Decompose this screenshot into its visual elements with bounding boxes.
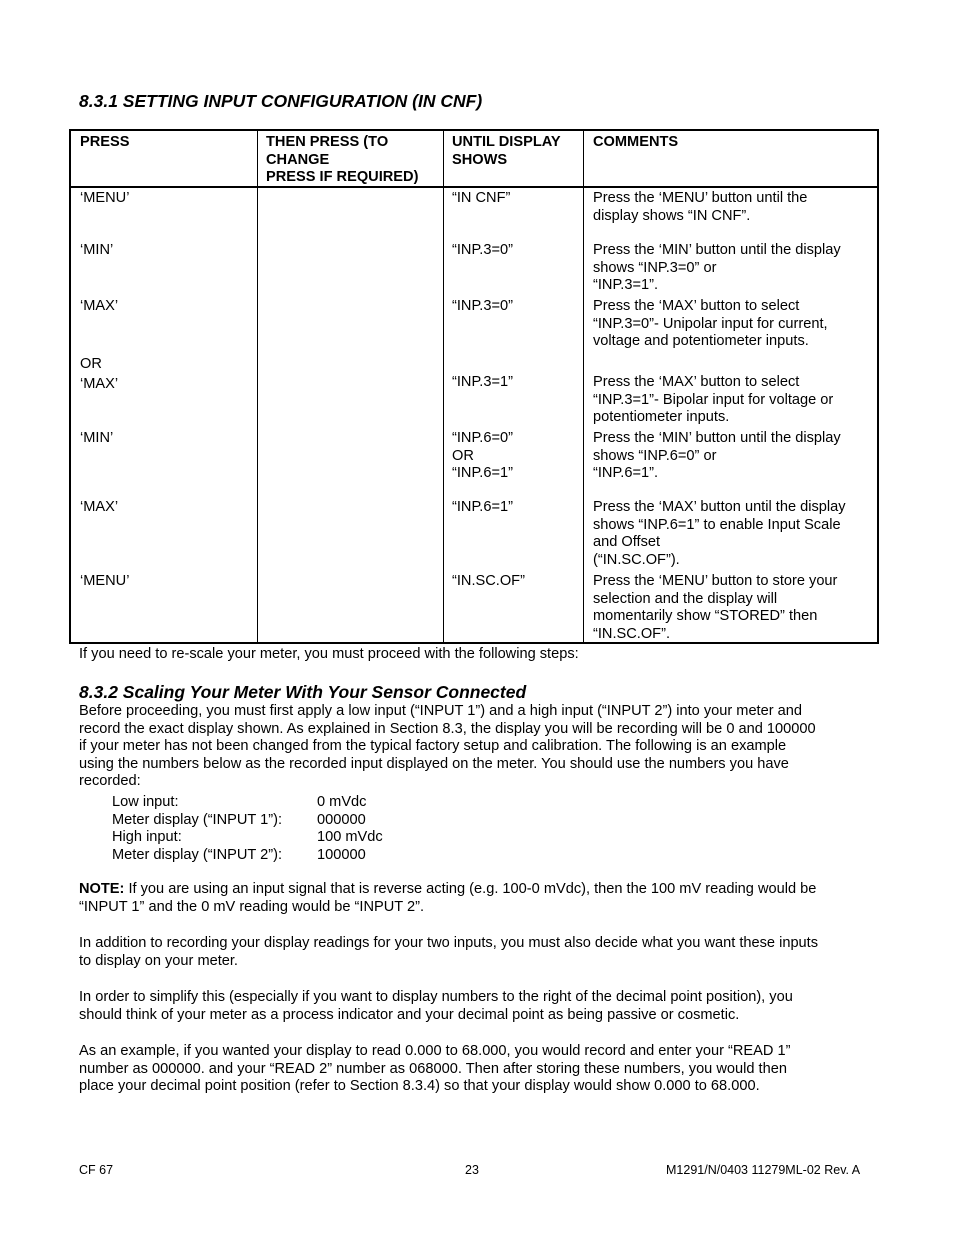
example-label: Low input: <box>112 794 179 810</box>
scaling-intro-paragraph: Before proceeding, you must first apply a low input (“INPUT 1”) and a high input (“INPUT 2”) into your meter and record the exact display shown. As explained in Section 8.3, the display you will be recording will be 0 and 100000 if your meter has not been changed from the typical factory setup and calibration. The following is an example using the numbers below as the recorded input displayed on the meter. You should use the numbers you have recorded: <box>79 703 816 790</box>
example-value: 0 mVdc <box>317 794 367 810</box>
row-3-comment: Press the ‘MAX’ button to select “INP.3=1”- Bipolar input for voltage or potentiometer inputs. <box>593 374 834 426</box>
header-divider <box>71 186 877 188</box>
row-0-display: “IN CNF” <box>452 190 511 206</box>
example-label: High input: <box>112 829 182 845</box>
column-divider <box>257 131 258 642</box>
inputs-display-paragraph: In addition to recording your display readings for your two inputs, you must also decide what you want these inputs to display on your meter. <box>79 935 819 969</box>
example-value: 100 mVdc <box>317 829 383 845</box>
section-title-scaling: 8.3.2 Scaling Your Meter With Your Sensor Connected <box>79 682 527 702</box>
simplify-paragraph: In order to simplify this (especially if you want to display numbers to the right of the decimal point position), you should think of your meter as a process indicator and your decimal point as being passive or cosmetic. <box>79 989 793 1023</box>
footer-right: M1291/N/0403 11279ML-02 Rev. A <box>666 1163 861 1177</box>
row-3-press: OR ‘MAX’ <box>80 356 119 392</box>
row-1-comment: Press the ‘MIN’ button until the display shows “INP.3=0” or “INP.3=1”. <box>593 242 841 294</box>
example-label: Meter display (“INPUT 2”): <box>112 847 283 863</box>
row-1-display: “INP.3=0” <box>452 242 513 258</box>
row-3-display: “INP.3=1” <box>452 374 513 390</box>
row-5-press: ‘MAX’ <box>80 499 119 515</box>
row-0-comment: Press the ‘MENU’ button until the display shows “IN CNF”. <box>593 190 808 224</box>
header-press: PRESS <box>80 134 130 150</box>
row-4-comment: Press the ‘MIN’ button until the display shows “INP.6=0” or “INP.6=1”. <box>593 430 841 482</box>
example-paragraph: As an example, if you wanted your display to read 0.000 to 68.000, you would record and enter your “READ 1” number as 000000. and your “READ 2” number as 068000. Then after storing these numbers, you would then place your decimal point position (refer to Section 8.3.4) so that your display would show 0.000 to 68.000. <box>79 1043 791 1095</box>
example-value: 100000 <box>317 847 366 863</box>
example-label: Meter display (“INPUT 1”): <box>112 812 283 828</box>
note-paragraph: NOTE: If you are using an input signal that is reverse acting (e.g. 100-0 mVdc), then the 100 mV reading would be “INPUT 1” and the 0 mV reading would be “INPUT 2”. <box>79 881 817 915</box>
row-4-display: “INP.6=0” OR “INP.6=1” <box>452 430 513 482</box>
footer-page-number: 23 <box>465 1163 479 1177</box>
column-divider <box>443 131 444 642</box>
footer-left: CF 67 <box>79 1163 114 1177</box>
note-label: NOTE: <box>79 881 125 897</box>
row-2-display: “INP.3=0” <box>452 298 513 314</box>
example-value: 000000 <box>317 812 366 828</box>
section-title-input-configuration: 8.3.1 SETTING INPUT CONFIGURATION (IN CNF) <box>79 91 483 111</box>
rescale-instruction: If you need to re-scale your meter, you must proceed with the following steps: <box>79 646 579 662</box>
row-6-comment: Press the ‘MENU’ button to store your selection and the display will momentarily show “STORED” then “IN.SC.OF”. <box>593 573 838 642</box>
row-1-press: ‘MIN’ <box>80 242 114 258</box>
row-6-press: ‘MENU’ <box>80 573 130 589</box>
row-2-comment: Press the ‘MAX’ button to select “INP.3=0”- Unipolar input for current, voltage and potentiometer inputs. <box>593 298 828 350</box>
row-4-press: ‘MIN’ <box>80 430 114 446</box>
row-6-display: “IN.SC.OF” <box>452 573 525 589</box>
input-configuration-table <box>69 129 879 644</box>
column-divider <box>583 131 584 642</box>
header-then-press: THEN PRESS (TO CHANGE PRESS IF REQUIRED) <box>266 134 419 186</box>
row-5-display: “INP.6=1” <box>452 499 513 515</box>
header-comments: COMMENTS <box>593 134 679 150</box>
row-0-press: ‘MENU’ <box>80 190 130 206</box>
row-5-comment: Press the ‘MAX’ button until the display shows “INP.6=1” to enable Input Scale and Offset (“IN.SC.OF”). <box>593 499 846 568</box>
header-until-display: UNTIL DISPLAY SHOWS <box>452 134 561 168</box>
row-2-press: ‘MAX’ <box>80 298 119 314</box>
